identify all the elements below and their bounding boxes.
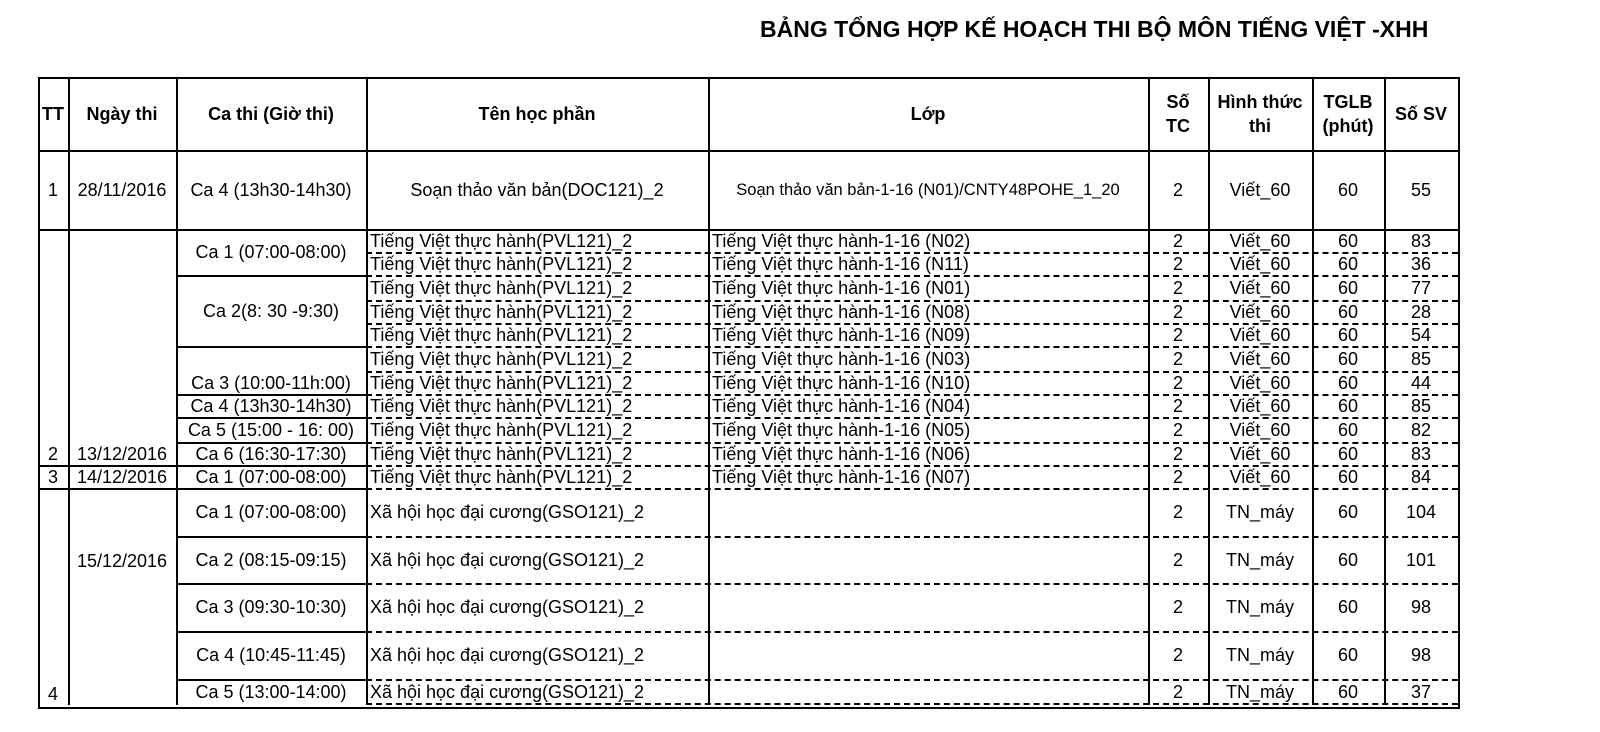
column-divider <box>1148 77 1150 705</box>
credits-cell: 2 <box>1172 597 1183 617</box>
credits-cell: 2 <box>1172 230 1183 251</box>
row-divider-dashed <box>366 442 1458 444</box>
credits-cell: 2 <box>1172 324 1183 345</box>
student-count-cell: 44 <box>1410 372 1432 393</box>
row-divider-dashed <box>366 631 1458 633</box>
row-divider-dashed <box>366 323 1458 325</box>
session-cell: Ca 5 (13:00-14:00) <box>195 682 347 702</box>
duration-cell: 60 <box>1337 324 1359 345</box>
column-divider <box>1384 77 1386 705</box>
credits-cell: 2 <box>1172 277 1183 298</box>
student-count-cell: 28 <box>1410 301 1432 322</box>
student-count-cell: 98 <box>1410 597 1432 617</box>
class-cell: Tiếng Việt thực hành-1-16 (N02) <box>712 230 971 251</box>
duration-cell: 60 <box>1337 419 1359 440</box>
student-count-cell: 84 <box>1410 466 1432 487</box>
exam-form-cell: Viết_60 <box>1229 179 1291 200</box>
session-divider <box>176 346 366 348</box>
row-divider-dashed <box>366 583 1458 585</box>
session-divider <box>176 536 366 538</box>
session-cell: Ca 3 (09:30-10:30) <box>195 597 347 617</box>
session-divider <box>176 442 366 444</box>
exam-date-cell: 13/12/2016 <box>76 444 168 464</box>
exam-form-cell: TN_máy <box>1225 682 1294 702</box>
credits-cell: 2 <box>1172 549 1183 570</box>
exam-form-cell: TN_máy <box>1225 549 1294 570</box>
student-count-cell: 77 <box>1410 277 1432 298</box>
course-cell: Tiếng Việt thực hành(PVL121)_2 <box>370 372 633 393</box>
duration-cell: 60 <box>1337 230 1359 251</box>
course-cell: Tiếng Việt thực hành(PVL121)_2 <box>370 253 633 274</box>
row-divider-dashed <box>366 252 1458 254</box>
group-divider <box>38 465 176 467</box>
credits-cell: 2 <box>1172 348 1183 369</box>
session-cell: Ca 4 (13h30-14h30) <box>190 395 352 416</box>
credits-cell: 2 <box>1172 645 1183 665</box>
row-divider-dashed <box>366 536 1458 538</box>
credits-cell: 2 <box>1172 466 1183 487</box>
duration-cell: 60 <box>1337 645 1359 665</box>
session-cell: Ca 1 (07:00-08:00) <box>195 242 347 262</box>
duration-cell: 60 <box>1337 277 1359 298</box>
exam-form-cell: TN_máy <box>1225 597 1294 617</box>
row-divider-dashed <box>366 465 1458 467</box>
duration-cell: 60 <box>1337 682 1359 702</box>
session-cell: Ca 5 (15:00 - 16: 00) <box>187 419 355 440</box>
header-ngay-thi: Ngày thi <box>86 103 158 124</box>
exam-form-cell: Viết_60 <box>1229 230 1291 251</box>
exam-date-cell: 15/12/2016 <box>76 550 168 571</box>
class-cell: Tiếng Việt thực hành-1-16 (N07) <box>712 466 971 487</box>
header-hinh-thuc-line-2: thi <box>1249 115 1271 136</box>
credits-cell: 2 <box>1172 682 1183 702</box>
header-so-tc-line-1: Số <box>1166 91 1190 112</box>
group-divider <box>38 488 176 490</box>
class-cell: Tiếng Việt thực hành-1-16 (N11) <box>712 253 969 274</box>
exam-form-cell: Viết_60 <box>1229 466 1291 487</box>
header-ca-thi: Ca thi (Giờ thi) <box>208 103 334 124</box>
student-count-cell: 85 <box>1410 395 1432 416</box>
course-cell: Tiếng Việt thực hành(PVL121)_2 <box>370 348 633 369</box>
row-divider-dashed <box>366 417 1458 419</box>
course-cell: Xã hội học đại cương(GSO121)_2 <box>370 645 645 665</box>
session-divider <box>176 679 366 681</box>
student-count-cell: 83 <box>1410 443 1432 464</box>
exam-form-cell: TN_máy <box>1225 502 1294 522</box>
exam-form-cell: Viết_60 <box>1229 348 1291 369</box>
exam-form-cell: Viết_60 <box>1229 372 1291 393</box>
course-cell: Xã hội học đại cương(GSO121)_2 <box>370 549 645 570</box>
exam-form-cell: Viết_60 <box>1229 395 1291 416</box>
class-cell: Tiếng Việt thực hành-1-16 (N08) <box>712 301 971 322</box>
row-divider-dashed <box>366 346 1458 348</box>
duration-cell: 60 <box>1337 443 1359 464</box>
header-so-tc-line-2: TC <box>1166 115 1190 136</box>
group-tt: 3 <box>47 466 58 487</box>
exam-form-cell: Viết_60 <box>1229 419 1291 440</box>
student-count-cell: 85 <box>1410 348 1432 369</box>
class-cell: Tiếng Việt thực hành-1-16 (N06) <box>712 443 971 464</box>
student-count-cell: 54 <box>1410 324 1432 345</box>
header-tglb-line-2: (phút) <box>1322 115 1374 136</box>
session-cell: Ca 4 (10:45-11:45) <box>196 645 346 665</box>
row-divider-dashed <box>366 300 1458 302</box>
exam-form-cell: Viết_60 <box>1229 301 1291 322</box>
group-tt: 2 <box>47 444 58 464</box>
column-divider <box>1208 77 1210 705</box>
column-divider <box>366 77 368 705</box>
session-cell: Ca 2 (08:15-09:15) <box>195 549 347 570</box>
student-count-cell: 98 <box>1410 645 1432 665</box>
credits-cell: 2 <box>1172 419 1183 440</box>
course-cell: Tiếng Việt thực hành(PVL121)_2 <box>370 230 633 251</box>
student-count-cell: 36 <box>1410 253 1432 274</box>
column-divider <box>176 77 178 705</box>
group-tt: 4 <box>47 684 58 704</box>
exam-form-cell: Viết_60 <box>1229 324 1291 345</box>
course-cell: Tiếng Việt thực hành(PVL121)_2 <box>370 301 633 322</box>
row-divider-dashed <box>366 371 1458 373</box>
credits-cell: 2 <box>1172 502 1183 522</box>
header-tt: TT <box>42 103 64 124</box>
class-cell: Tiếng Việt thực hành-1-16 (N03) <box>712 348 971 369</box>
credits-cell: 2 <box>1172 443 1183 464</box>
student-count-cell: 37 <box>1410 682 1432 702</box>
session-cell: Ca 3 (10:00-11h:00) <box>191 373 351 393</box>
session-divider <box>176 465 366 467</box>
student-count-cell: 104 <box>1405 502 1437 522</box>
class-cell: Tiếng Việt thực hành-1-16 (N09) <box>712 324 971 345</box>
course-cell: Xã hội học đại cương(GSO121)_2 <box>370 682 645 702</box>
class-cell: Tiếng Việt thực hành-1-16 (N01) <box>712 277 971 298</box>
header-tglb-line-1: TGLB <box>1323 91 1373 112</box>
course-cell: Xã hội học đại cương(GSO121)_2 <box>370 597 645 617</box>
session-divider <box>176 394 366 396</box>
course-cell: Xã hội học đại cương(GSO121)_2 <box>370 502 645 522</box>
exam-date-cell: 14/12/2016 <box>76 466 168 487</box>
session-divider <box>176 631 366 633</box>
column-divider <box>68 77 70 705</box>
header-so-sv: Số SV <box>1394 103 1447 124</box>
session-cell: Ca 4 (13h30-14h30) <box>190 179 352 200</box>
session-cell: Ca 1 (07:00-08:00) <box>195 502 347 522</box>
session-cell: Ca 2(8: 30 -9:30) <box>202 300 340 321</box>
exam-form-cell: TN_máy <box>1225 645 1294 665</box>
header-divider <box>38 150 1458 152</box>
duration-cell: 60 <box>1337 395 1359 416</box>
exam-date-cell: 28/11/2016 <box>77 179 167 200</box>
course-cell: Tiếng Việt thực hành(PVL121)_2 <box>370 277 633 298</box>
credits-cell: 2 <box>1172 253 1183 274</box>
column-divider <box>1312 77 1314 705</box>
session-divider <box>176 488 366 490</box>
course-cell: Tiếng Việt thực hành(PVL121)_2 <box>370 419 633 440</box>
exam-form-cell: Viết_60 <box>1229 443 1291 464</box>
credits-cell: 2 <box>1172 301 1183 322</box>
session-divider <box>176 275 366 277</box>
duration-cell: 60 <box>1337 597 1359 617</box>
column-divider <box>708 77 710 705</box>
exam-form-cell: Viết_60 <box>1229 277 1291 298</box>
duration-cell: 60 <box>1337 253 1359 274</box>
credits-cell: 2 <box>1172 372 1183 393</box>
class-cell: Tiếng Việt thực hành-1-16 (N04) <box>712 395 971 416</box>
session-divider <box>176 583 366 585</box>
header-ten-hoc-phan: Tên học phần <box>478 103 596 124</box>
header-lop: Lớp <box>910 103 946 124</box>
exam-form-cell: Viết_60 <box>1229 253 1291 274</box>
session-cell: Ca 6 (16:30-17:30) <box>195 443 347 464</box>
course-cell: Tiếng Việt thực hành(PVL121)_2 <box>370 395 633 416</box>
class-cell: Tiếng Việt thực hành-1-16 (N10) <box>712 372 971 393</box>
duration-cell: 60 <box>1337 502 1359 522</box>
credits-cell: 2 <box>1172 179 1183 200</box>
course-cell: Tiếng Việt thực hành(PVL121)_2 <box>370 443 633 464</box>
row-divider-dashed <box>366 488 1458 490</box>
course-cell: Tiếng Việt thực hành(PVL121)_2 <box>370 324 633 345</box>
table-frame <box>38 77 1460 709</box>
class-cell: Tiếng Việt thực hành-1-16 (N05) <box>712 419 971 440</box>
session-divider <box>176 417 366 419</box>
row-divider-dashed <box>366 394 1458 396</box>
row-divider <box>38 229 1458 231</box>
group-tt: 1 <box>47 179 58 200</box>
duration-cell: 60 <box>1337 348 1359 369</box>
header-hinh-thuc-line-1: Hình thức <box>1217 91 1303 112</box>
page-title: BẢNG TỔNG HỢP KẾ HOẠCH THI BỘ MÔN TIẾNG VIỆT -XHH <box>760 16 1429 42</box>
row-divider-dashed <box>366 275 1458 277</box>
course-cell: Soạn thảo văn bản(DOC121)_2 <box>410 179 664 200</box>
class-cell: Soạn thảo văn bản-1-16 (N01)/CNTY48POHE_1_20 <box>736 180 1120 199</box>
student-count-cell: 83 <box>1410 230 1432 251</box>
credits-cell: 2 <box>1172 395 1183 416</box>
session-cell: Ca 1 (07:00-08:00) <box>195 466 347 487</box>
row-divider-dashed <box>366 679 1458 681</box>
student-count-cell: 82 <box>1410 419 1432 440</box>
duration-cell: 60 <box>1337 372 1359 393</box>
row-divider-dashed <box>366 703 1458 705</box>
course-cell: Tiếng Việt thực hành(PVL121)_2 <box>370 466 633 487</box>
duration-cell: 60 <box>1337 179 1359 200</box>
student-count-cell: 55 <box>1410 179 1432 200</box>
duration-cell: 60 <box>1337 549 1359 570</box>
student-count-cell: 101 <box>1405 549 1437 570</box>
duration-cell: 60 <box>1337 466 1359 487</box>
duration-cell: 60 <box>1337 301 1359 322</box>
